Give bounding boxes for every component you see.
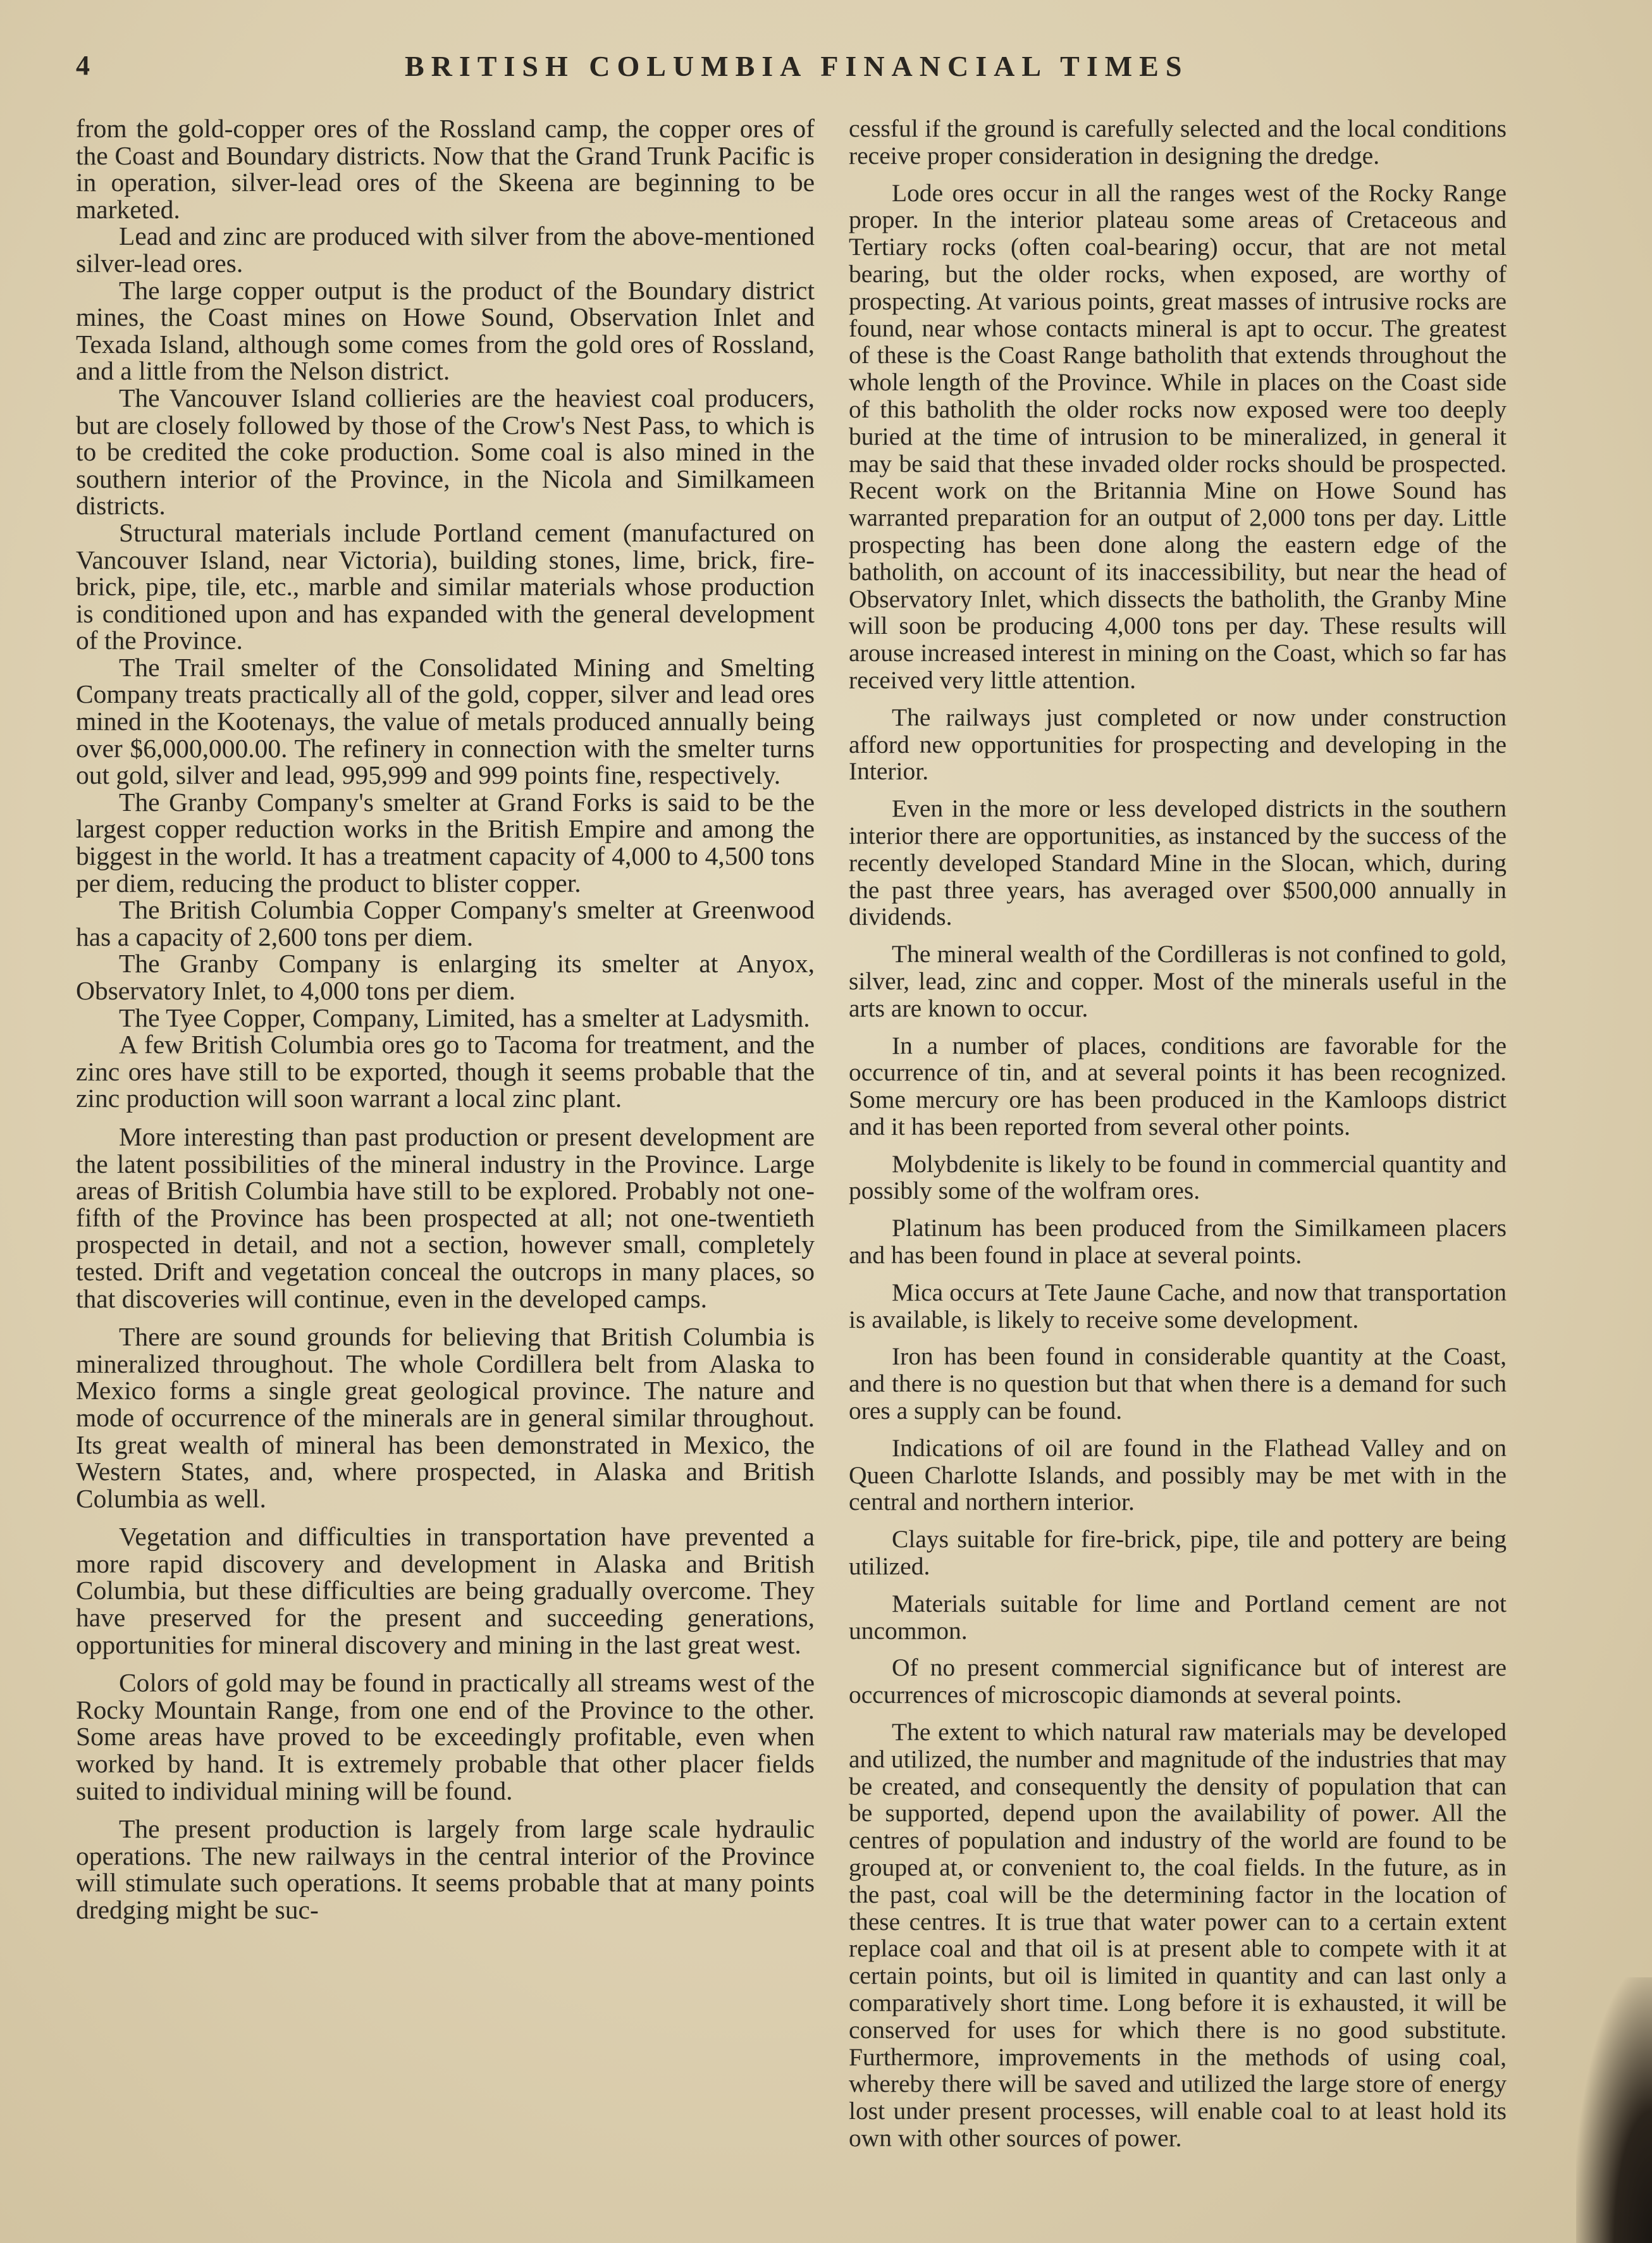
left-column bbox=[76, 115, 815, 1924]
paragraph: Mica occurs at Tete Jaune Cache, and now that transportation is available, is likely to receive some development. bbox=[849, 1278, 1507, 1333]
paragraph: Structural materials include Portland cement (manufactured on Vancouver Island, near Victoria), building stones, lime, brick, fire-brick, pipe, tile, etc., marble and similar materials whose production is conditioned upon and has expanded with the general development of the Province. bbox=[76, 517, 815, 655]
paragraph: cessful if the ground is carefully selected and the local conditions receive proper consideration in designing the dredge. bbox=[849, 114, 1507, 170]
paragraph: The present production is largely from large scale hydraulic operations. The new railways in the central interior of the Province will stimulate such operations. It seems probable that at many points dredging might be suc- bbox=[76, 1814, 815, 1924]
paragraph: Lode ores occur in all the ranges west of the Rocky Range proper. In the interior plateau some areas of Cretaceous and Tertiary rocks (often coal-bearing) occur, that are not metal bearing, but the older rocks, when exposed, are worthy of prospecting. At various points, great masses of intrusive rocks are found, near whose contacts mineral is apt to occur. The greatest of these is the Coast Range batholith that extends throughout the whole length of the Province. While in places on the Coast side of this batholith the older rocks now exposed were too deeply buried at the time of intrusion to be mineralized, in general it may be said that these invaded older rocks should be prospected. Recent work on the Britannia Mine on Howe Sound has warranted preparation for an output of 2,000 tons per day. Little prospecting has been done along the eastern edge of the batholith, on account of its inaccessibility, but near the head of Observatory Inlet, which dissects the batholith, the Granby Mine will soon be producing 4,000 tons per day. These results will arouse increased interest in mining on the Coast, which so far has received very little attention. bbox=[849, 178, 1507, 694]
paragraph: Iron has been found in considerable quantity at the Coast, and there is no question but that when there is a demand for such ores a supply can be found. bbox=[849, 1342, 1507, 1425]
paragraph: The Granby Company's smelter at Grand Forks is said to be the largest copper reduction works in the British Empire and among the biggest in the world. It has a treatment capacity of 4,000 to 4,500 tons per diem, reducing the product to blister copper. bbox=[76, 787, 815, 898]
paragraph: Clays suitable for fire-brick, pipe, tile and pottery are being utilized. bbox=[849, 1525, 1507, 1581]
paragraph: Even in the more or less developed districts in the southern interior there are opportunities, as instanced by the success of the recently developed Standard Mine in the Slocan, which, during the past three years, has averaged over $500,000 annually in dividends. bbox=[849, 794, 1507, 931]
paragraph: from the gold-copper ores of the Rossland camp, the copper ores of the Coast and Boundary districts. Now that the Grand Trunk Pacific is in operation, silver-lead ores of the Skeena are beginning to be marketed. bbox=[76, 114, 815, 224]
paragraph: The Granby Company is enlarging its smelter at Anyox, Observatory Inlet, to 4,000 tons per diem. bbox=[76, 949, 815, 1005]
paragraph: Colors of gold may be found in practically all streams west of the Rocky Mountain Range, from one end of the Province to the other. Some areas have proved to be exceedingly profitable, even when worked by hand. It is extremely probable that other placer fields suited to individual mining will be found. bbox=[76, 1668, 815, 1805]
paragraph: Platinum has been produced from the Similkameen placers and has been found in place at several points. bbox=[849, 1214, 1507, 1270]
paragraph: A few British Columbia ores go to Tacoma for treatment, and the zinc ores have still to be exported, though it seems probable that the zinc production will soon warrant a local zinc plant. bbox=[76, 1030, 815, 1113]
binding-shadow bbox=[1576, 1977, 1652, 2243]
paragraph: The railways just completed or now under construction afford new opportunities for prospecting and developing in the Interior. bbox=[849, 703, 1507, 786]
paragraph: There are sound grounds for believing that British Columbia is mineralized throughout. The whole Cordillera belt from Alaska to Mexico forms a single great geological province. The nature and mode of occurrence of the minerals are in general similar throughout. Its great wealth of mineral has been demonstrated in Mexico, the Western States, and, where prospected, in Alaska and British Columbia as well. bbox=[76, 1322, 815, 1513]
page-header bbox=[76, 49, 1353, 94]
paragraph: Materials suitable for lime and Portland cement are not uncommon. bbox=[849, 1589, 1507, 1645]
paragraph: The Vancouver Island collieries are the heaviest coal producers, but are closely followed by those of the Crow's Nest Pass, to which is to be credited the coke production. Some coal is also mined in the southern interior of the Province, in the Nicola and Similkameen districts. bbox=[76, 383, 815, 521]
paragraph: Indications of oil are found in the Flathead Valley and on Queen Charlotte Islands, and possibly may be met with in the central and northern interior. bbox=[849, 1433, 1507, 1516]
paragraph: In a number of places, conditions are favorable for the occurrence of tin, and at several points it has been recognized. Some mercury ore has been produced in the Kamloops district and it has been reported from several other points. bbox=[849, 1031, 1507, 1140]
paragraph: The mineral wealth of the Cordilleras is not confined to gold, silver, lead, zinc and copper. Most of the minerals useful in the arts are known to occur. bbox=[849, 940, 1507, 1022]
paragraph: The British Columbia Copper Company's smelter at Greenwood has a capacity of 2,600 tons per diem. bbox=[76, 895, 815, 951]
paragraph: The Tyee Copper, Company, Limited, has a smelter at Ladysmith. bbox=[119, 1003, 810, 1032]
paragraph: Vegetation and difficulties in transportation have prevented a more rapid discovery and development in Alaska and British Columbia, but these difficulties are being gradually overcome. They have preserved for the present and succeeding generations, opportunities for mineral discovery and mining in the last great west. bbox=[76, 1522, 815, 1659]
paragraph: The large copper output is the product of the Boundary district mines, the Coast mines on Howe Sound, Observation Inlet and Texada Island, although some comes from the gold ores of Rossland, and a little from the Nelson district. bbox=[76, 275, 815, 386]
publication-title: BRITISH COLUMBIA FINANCIAL TIMES bbox=[405, 50, 1189, 82]
page-number: 4 bbox=[76, 50, 91, 81]
paragraph: Lead and zinc are produced with silver from the above-mentioned silver-lead ores. bbox=[76, 221, 815, 278]
paragraph: The extent to which natural raw materials may be developed and utilized, the number and magnitude of the industries that may be created, and consequently the density of population that can be supported, depend upon the availability of power. All the centres of population and industry of the world are found to be grouped at, or convenient to, the coal fields. In the future, as in the past, coal will be the determining factor in the location of these centres. It is true that water power can to a certain extent replace coal and that oil is at present able to compete with it at certain points, but oil is limited in quantity and can last only a comparatively short time. Long before it is exhausted, it will be conserved for uses for which there is no good substitute. Furthermore, improvements in the methods of using coal, whereby there will be saved and utilized the large store of energy lost under present processes, will enable coal to at least hold its own with other sources of power. bbox=[849, 1718, 1507, 2152]
paragraph: Of no present commercial significance but of interest are occurrences of microscopic diamonds at several points. bbox=[849, 1653, 1507, 1709]
paragraph: The Trail smelter of the Consolidated Mining and Smelting Company treats practically all of the gold, copper, silver and lead ores mined in the Kootenays, the value of metals produced annually being over $6,000,000.00. The refinery in connection with the smelter turns out gold, silver and lead, 995,999 and 999 points fine, respectively. bbox=[76, 652, 815, 790]
paragraph: Molybdenite is likely to be found in commercial quantity and possibly some of the wolfram ores. bbox=[849, 1149, 1507, 1205]
paragraph: More interesting than past production or present development are the latent possibilities of the mineral industry in the Province. Large areas of British Columbia have still to be explored. Probably not one-fifth of the Province has been prospected at all; not one-twentieth prospected in detail, and not a section, however small, completely tested. Drift and vegetation conceal the outcrops in many places, so that discoveries will continue, even in the developed camps. bbox=[76, 1122, 815, 1313]
right-column bbox=[849, 115, 1507, 2162]
